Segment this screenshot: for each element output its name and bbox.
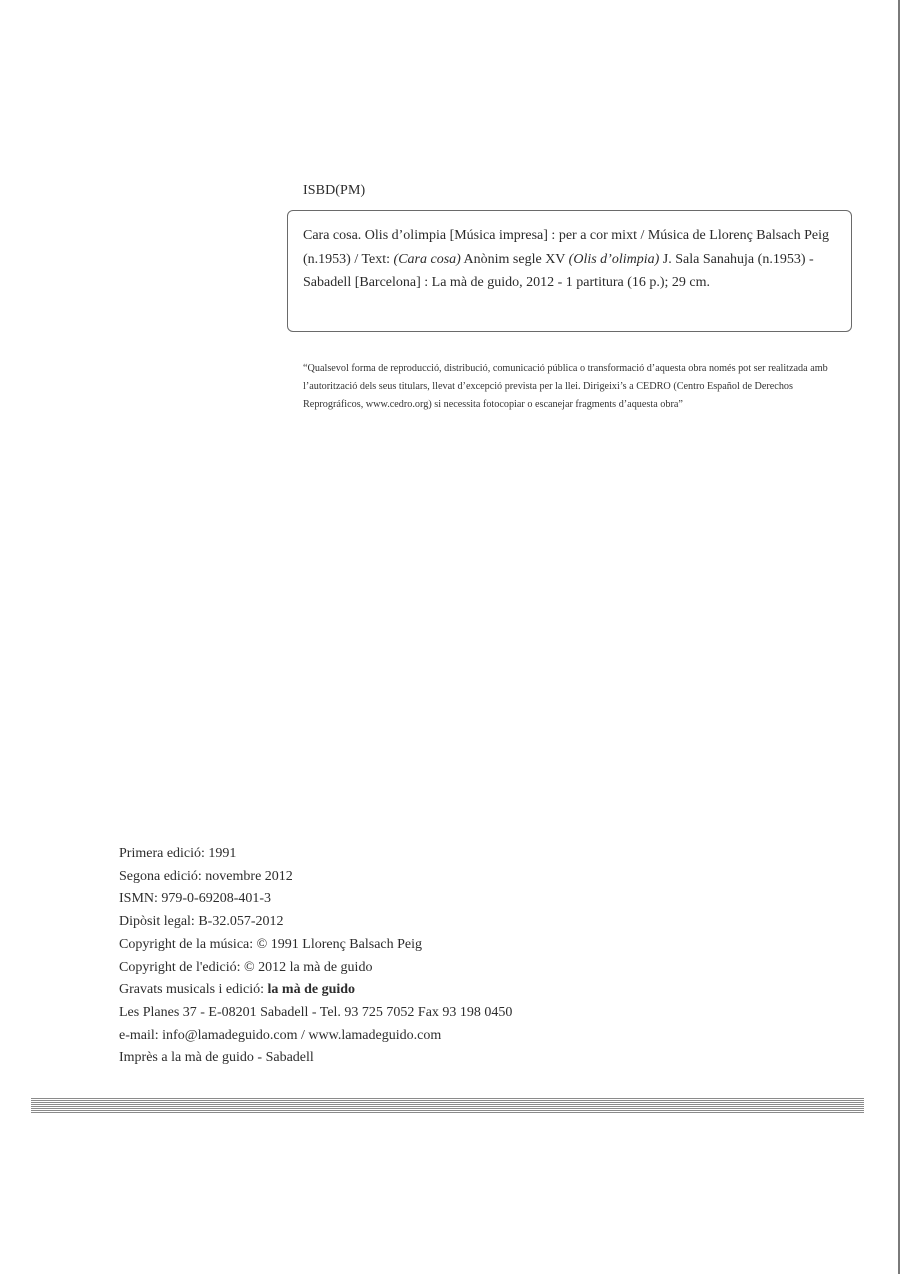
copyright-notice bbox=[303, 360, 828, 414]
copyright-notice-text: “Qualsevol forma de reproducció, distribució, comunicació pública o transformació d’aquesta obra només pot ser realitzada amb l’autorització dels seus titulars, llevat d’excepció prevista per la llei. Dirigeixi’s a CEDRO (Centro Español de Derechos Reprográficos, www.cedro.org) si necessita fotocopiar o escanejar fragments d’aquesta obra” bbox=[303, 363, 828, 410]
isbd-label: ISBD(PM) bbox=[303, 183, 366, 198]
decorative-rule-band bbox=[31, 1098, 864, 1113]
engravings-publisher: la mà de guido bbox=[267, 982, 356, 998]
legal-deposit: Dipòsit legal: B-32.057-2012 bbox=[119, 914, 284, 930]
engravings-line bbox=[119, 979, 679, 1002]
ismn: ISMN: 979-0-69208-401-3 bbox=[119, 891, 272, 907]
colophon bbox=[119, 843, 679, 1070]
copyright-music: Copyright de la música: © 1991 Llorenç Balsach Peig bbox=[119, 936, 423, 952]
printed-at: Imprès a la mà de guido - Sabadell bbox=[119, 1050, 314, 1066]
publisher-address: Les Planes 37 - E-08201 Sabadell - Tel. 93 725 7052 Fax 93 198 0450 bbox=[119, 1004, 513, 1020]
first-edition: Primera edició: 1991 bbox=[119, 846, 237, 861]
engravings-label: Gravats musicals i edició: bbox=[119, 982, 268, 998]
isbd-record-text bbox=[303, 224, 840, 295]
isbd-italic-title-1: (Cara cosa) bbox=[393, 251, 461, 267]
isbd-text-part-1: Cara cosa. Olis d’olimpia [Música impresa] : per a cor mixt / Música de Llorenç Balsach Peig (n.1953) / Text: bbox=[303, 228, 830, 267]
isbd-text-part-2: Anònim segle XV bbox=[460, 251, 569, 267]
isbd-record-box bbox=[287, 210, 852, 332]
copyright-edition: Copyright de l'edició: © 2012 la mà de guido bbox=[119, 959, 373, 975]
isbd-text-part-3: J. Sala Sanahuja (n.1953) - Sabadell [Barcelona] : La mà de guido, 2012 - 1 partitura (16 p.); 29 cm. bbox=[303, 251, 814, 290]
second-edition: Segona edició: novembre 2012 bbox=[119, 868, 293, 884]
publisher-contact: e-mail: info@lamadeguido.com / www.lamadeguido.com bbox=[119, 1027, 442, 1043]
isbd-italic-title-2: (Olis d’olimpia) bbox=[568, 251, 660, 267]
